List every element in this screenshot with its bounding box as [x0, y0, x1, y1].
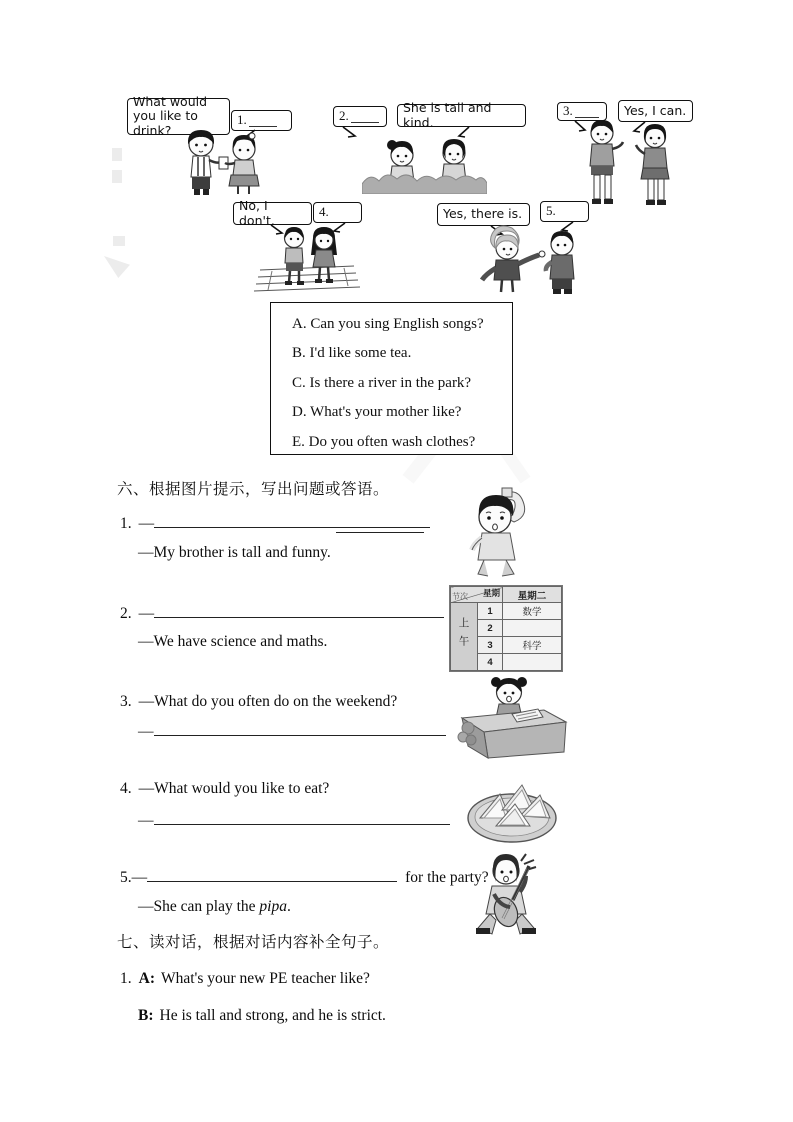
speaker-a-label: A:: [138, 970, 155, 987]
answer-bubble-number: 1.: [237, 112, 247, 128]
q1-answer: —My brother is tall and funny.: [138, 544, 331, 561]
dash: —: [138, 605, 155, 622]
scan-artifact: [104, 256, 130, 278]
q2-number: 2.: [120, 605, 132, 622]
q3-line1: [120, 693, 397, 711]
scan-artifact: [113, 236, 125, 246]
timetable-period-label: 节次: [452, 592, 468, 601]
q3-blank: [154, 722, 446, 736]
q5-number: 5.: [120, 869, 132, 886]
q5-answer: [138, 898, 291, 916]
option-e: E. Do you often wash clothes?: [292, 433, 476, 450]
speech-bubble-text: Yes, I can.: [624, 102, 687, 118]
s7-line-a: [120, 970, 370, 988]
q2-blank: [154, 604, 444, 618]
illustration-plate-of-sandwiches: [462, 768, 562, 852]
illustration-child-playing-pipa: [466, 850, 546, 938]
answer-bubble-2: [333, 106, 387, 127]
timetable-subject: [503, 654, 562, 671]
class-timetable: [450, 586, 562, 671]
speaker-b-text: He is tall and strong, and he is strict.: [159, 1007, 386, 1024]
q4-line2: [138, 811, 450, 830]
timetable-period: 2: [478, 620, 503, 637]
bubble-tail: [340, 126, 360, 140]
timetable-period: 4: [478, 654, 503, 671]
timetable-morning-label: 上午: [451, 603, 478, 671]
illustration-boy-offering-drink-to-girl: [165, 126, 280, 198]
q4-line1: [120, 780, 329, 798]
answer-bubble-number: 3.: [563, 103, 573, 119]
scan-artifact: [112, 170, 122, 183]
timetable-subject: 数学: [503, 603, 562, 620]
answer-bubble-number: 5.: [546, 203, 556, 219]
speech-bubble-text: No, I don't.: [239, 198, 275, 228]
dash: —: [131, 869, 148, 886]
illustration-boy-and-girl-sitting-on-steps: [252, 222, 362, 292]
speech-bubble-text: She is tall and kind.: [403, 100, 492, 130]
dash: —: [138, 812, 154, 829]
q3-question: —What do you often do on the weekend?: [138, 693, 398, 710]
q3-line2: [138, 722, 446, 741]
timetable-day-header: 星期二: [503, 587, 562, 603]
timetable-week-label: 星期: [482, 588, 500, 598]
q2-answer: —We have science and maths.: [138, 633, 328, 650]
timetable-period: 1: [478, 603, 503, 620]
timetable-diagonal-header: [451, 587, 503, 603]
option-a: A. Can you sing English songs?: [292, 316, 484, 332]
options-box: [270, 302, 513, 455]
scan-artifact: [112, 148, 122, 161]
q5-answer-italic: pipa: [259, 898, 287, 915]
q5-answer-post: .: [286, 898, 291, 915]
q5-blank: [147, 868, 397, 882]
section7-heading: 七、读对话，根据对话内容补全句子。: [117, 934, 390, 951]
q4-number: 4.: [120, 780, 132, 797]
option-d: D. What's your mother like?: [292, 404, 462, 421]
section6-heading: 六、根据图片提示，写出问题或答语。: [117, 481, 390, 498]
bubble-blank-line: [351, 110, 379, 123]
answer-bubble-number: 4.: [319, 204, 329, 220]
s7-q1-number: 1.: [120, 970, 132, 987]
answer-bubble-number: 2.: [339, 108, 349, 124]
illustration-boy-scratching-head: [458, 486, 534, 578]
q5-answer-pre: —She can play the: [138, 898, 260, 915]
illustration-girl-pointing-talking-to-boy: [462, 222, 592, 296]
speech-bubble-text: Yes, there is.: [443, 206, 523, 222]
q1-number: 1.: [120, 515, 132, 532]
speech-bubble-text: What would you like to drink?: [133, 93, 208, 138]
speaker-b-label: B:: [138, 1007, 154, 1024]
speaker-a-text: What's your new PE teacher like?: [160, 970, 370, 987]
timetable-period: 3: [478, 637, 503, 654]
q4-blank: [154, 811, 450, 825]
timetable-subject: 科学: [503, 637, 562, 654]
answer-bubble-4: [313, 202, 362, 223]
q3-number: 3.: [120, 693, 132, 710]
dash: —: [138, 723, 154, 740]
q5-suffix: for the party?: [405, 869, 489, 886]
option-c: C. Is there a river in the park?: [292, 374, 472, 391]
q5-line1: [120, 868, 489, 887]
illustration-two-women-talking-behind-bush: [362, 130, 487, 194]
q4-question: —What would you like to eat?: [138, 780, 330, 797]
answer-bubble-5: [540, 201, 589, 222]
q2-line1: [120, 604, 444, 623]
illustration-girl-reading-at-desk: [456, 670, 570, 760]
timetable-subject: [503, 620, 562, 637]
dash: —: [138, 515, 155, 532]
illustration-boy-and-girl-talking: [560, 116, 695, 208]
q1-blank-extra: [336, 519, 424, 533]
speech-bubble: [397, 100, 526, 130]
s7-line-b: [138, 1007, 386, 1025]
option-b: B. I'd like some tea.: [292, 345, 412, 362]
